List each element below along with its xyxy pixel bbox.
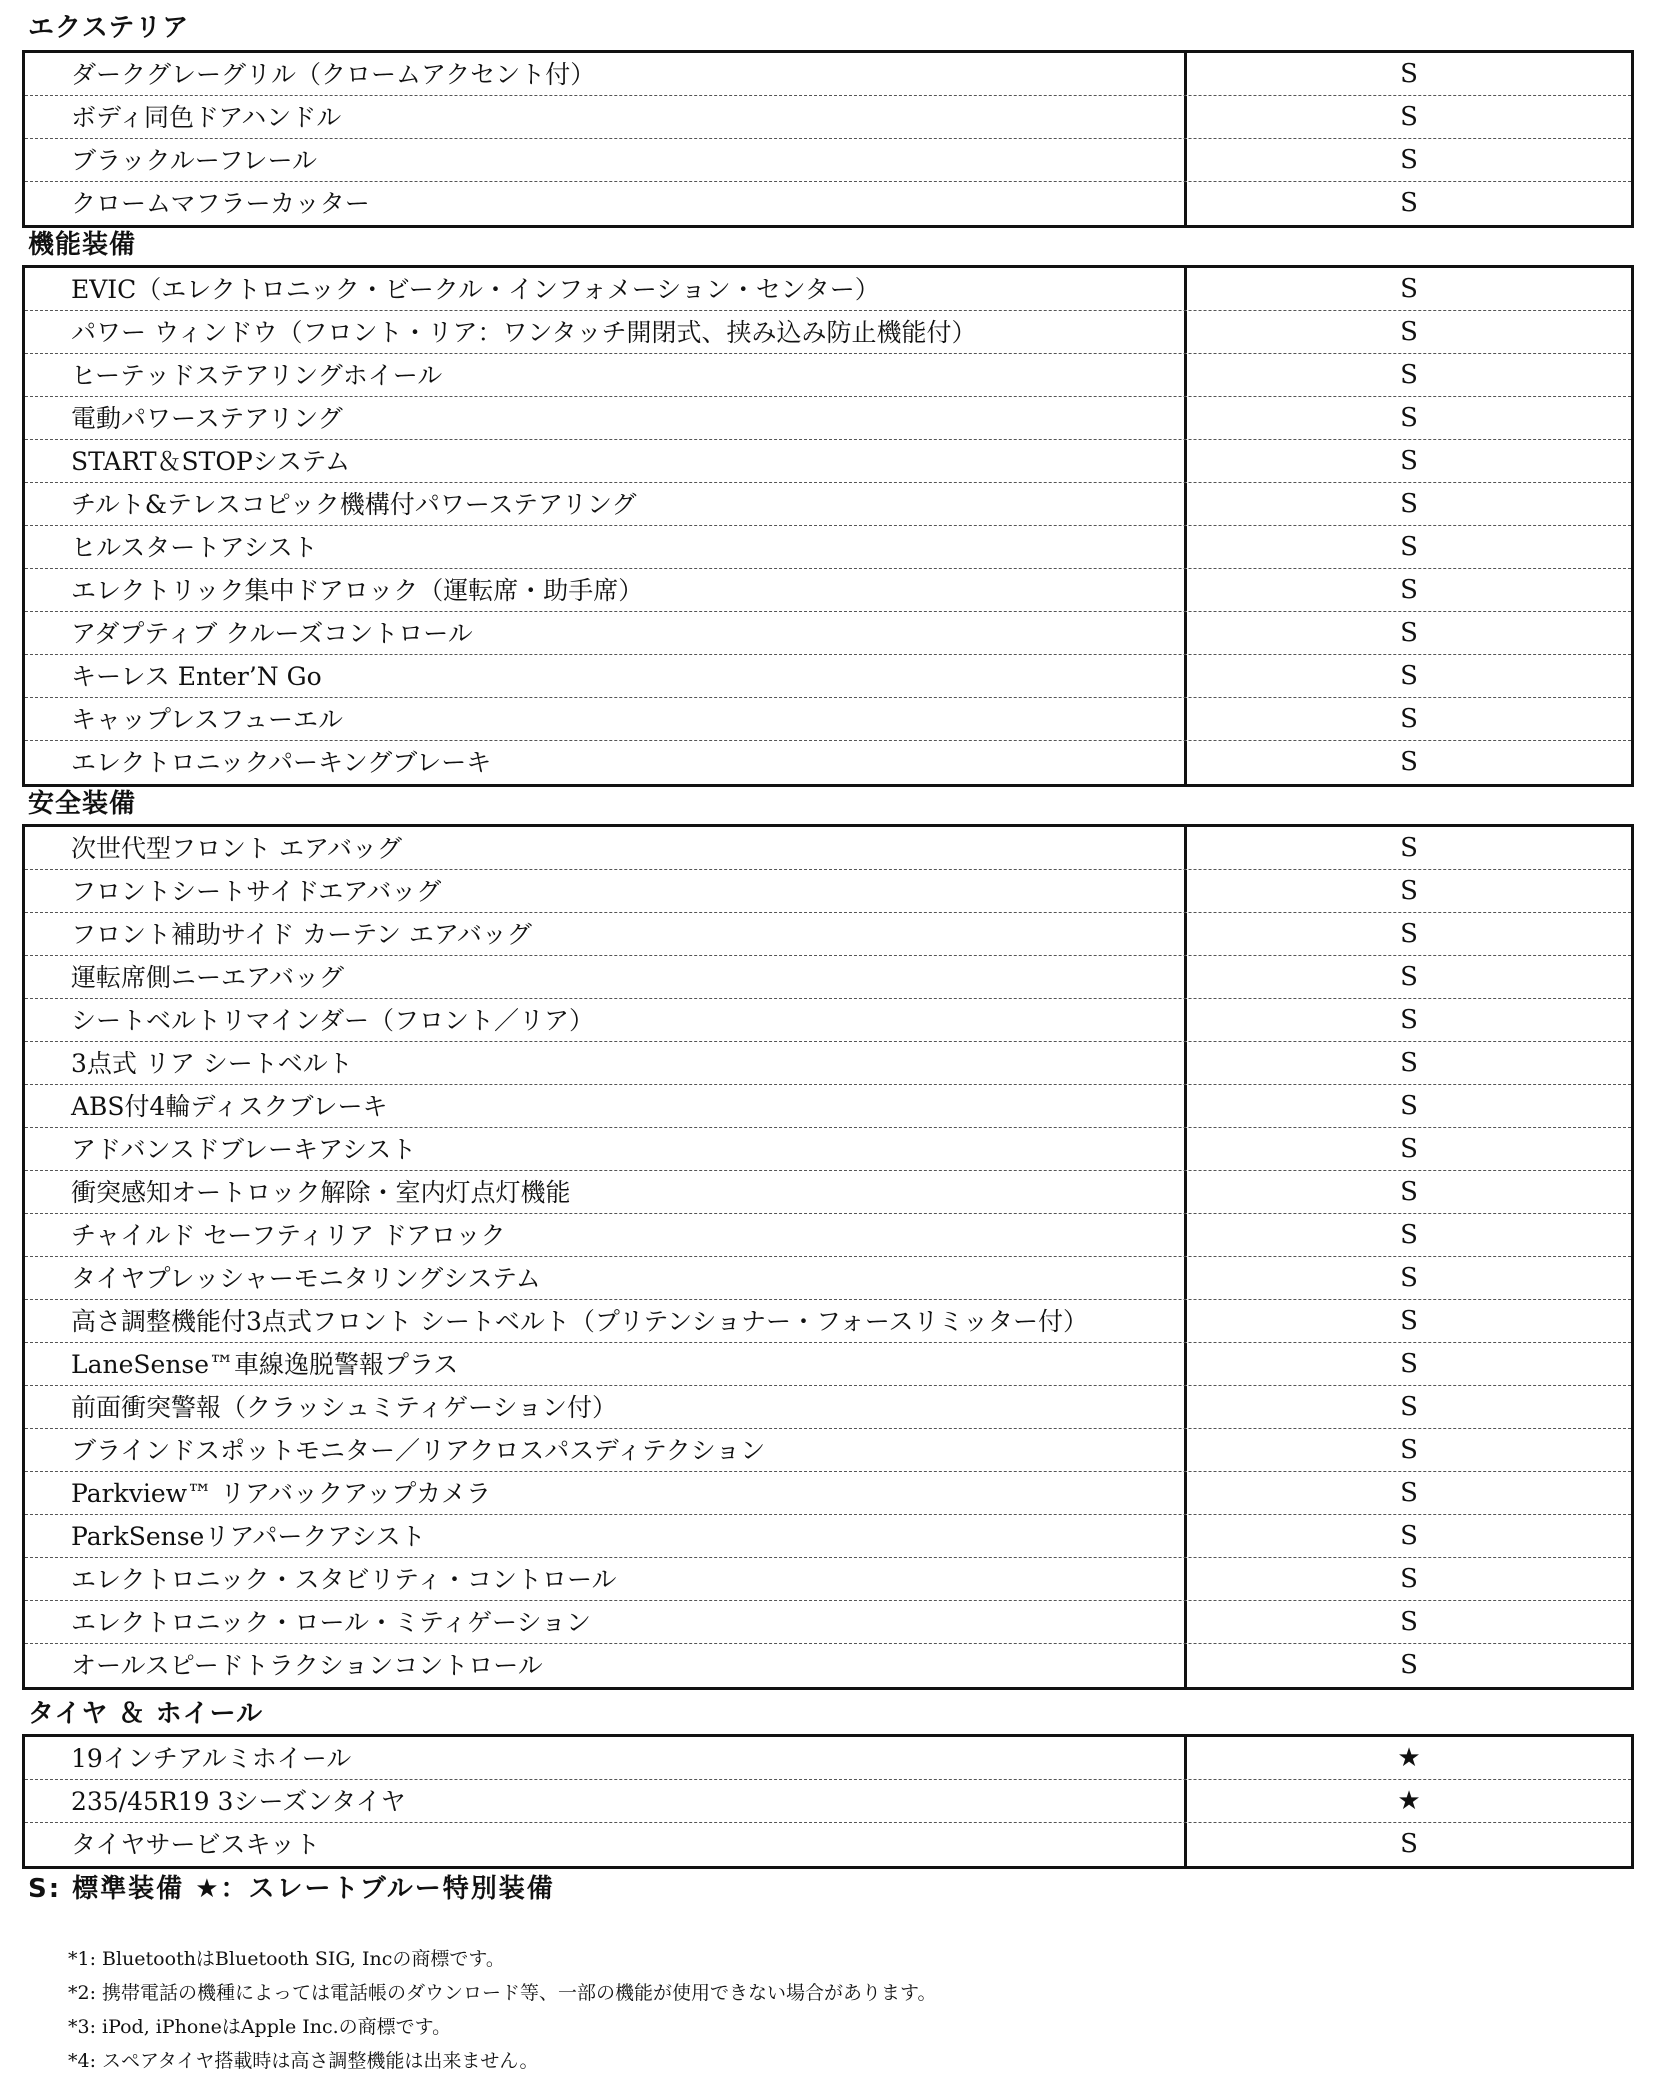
table-row bbox=[25, 956, 1631, 999]
feature-name: ダークグレーグリル（クロームアクセント付） bbox=[25, 53, 1187, 95]
table-row bbox=[25, 1300, 1631, 1343]
feature-name: 19インチアルミホイール bbox=[25, 1737, 1187, 1779]
feature-availability: S bbox=[1400, 747, 1418, 777]
feature-availability: S bbox=[1400, 919, 1418, 949]
legend: S: 標準装備 ★：スレートブルー特別装備 bbox=[28, 1874, 555, 1904]
table-row bbox=[25, 1128, 1631, 1171]
feature-name: エレクトロニック・スタビリティ・コントロール bbox=[25, 1558, 1187, 1600]
feature-availability: S bbox=[1400, 1521, 1418, 1551]
feature-availability: S bbox=[1400, 1263, 1418, 1293]
table-row bbox=[25, 526, 1631, 569]
feature-name: 衝突感知オートロック解除・室内灯点灯機能 bbox=[25, 1171, 1187, 1213]
feature-name: チャイルド セーフティリア ドアロック bbox=[25, 1214, 1187, 1256]
table-row bbox=[25, 268, 1631, 311]
feature-name: フロントシートサイドエアバッグ bbox=[25, 870, 1187, 912]
feature-availability: S bbox=[1400, 1220, 1418, 1250]
table-row bbox=[25, 354, 1631, 397]
footnote: *3: iPod, iPhoneはApple Inc.の商標です。 bbox=[68, 2016, 452, 2038]
table-row bbox=[25, 1515, 1631, 1558]
feature-name: ParkSenseリアパークアシスト bbox=[25, 1515, 1187, 1557]
table-row bbox=[25, 655, 1631, 698]
table-row bbox=[25, 1085, 1631, 1128]
table-row bbox=[25, 827, 1631, 870]
feature-availability: S bbox=[1400, 1829, 1418, 1859]
table-row bbox=[25, 440, 1631, 483]
table-row bbox=[25, 913, 1631, 956]
table-row bbox=[25, 698, 1631, 741]
table-row bbox=[25, 1823, 1631, 1866]
feature-name: 電動パワーステアリング bbox=[25, 397, 1187, 439]
table-row bbox=[25, 1171, 1631, 1214]
feature-name: シートベルトリマインダー（フロント／リア） bbox=[25, 999, 1187, 1041]
table-row bbox=[25, 1214, 1631, 1257]
feature-name: ヒーテッドステアリングホイール bbox=[25, 354, 1187, 396]
feature-name: 235/45R19 3シーズンタイヤ bbox=[25, 1780, 1187, 1822]
table-row bbox=[25, 1558, 1631, 1601]
feature-availability: S bbox=[1400, 1091, 1418, 1121]
feature-name: アダプティブ クルーズコントロール bbox=[25, 612, 1187, 654]
feature-availability: S bbox=[1400, 704, 1418, 734]
feature-name: START＆STOPシステム bbox=[25, 440, 1187, 482]
table-row bbox=[25, 311, 1631, 354]
feature-name: アドバンスドブレーキアシスト bbox=[25, 1128, 1187, 1170]
table-row bbox=[25, 1257, 1631, 1300]
feature-name: ヒルスタートアシスト bbox=[25, 526, 1187, 568]
table-row bbox=[25, 483, 1631, 526]
feature-name: 3点式 リア シートベルト bbox=[25, 1042, 1187, 1084]
feature-availability: S bbox=[1400, 1564, 1418, 1594]
feature-name: ブラインドスポットモニター／リアクロスパスディテクション bbox=[25, 1429, 1187, 1471]
feature-name: エレクトリック集中ドアロック（運転席・助手席） bbox=[25, 569, 1187, 611]
feature-name: タイヤプレッシャーモニタリングシステム bbox=[25, 1257, 1187, 1299]
feature-name: 高さ調整機能付3点式フロント シートベルト（プリテンショナー・フォースリミッター付） bbox=[25, 1300, 1187, 1342]
table-row bbox=[25, 1343, 1631, 1386]
feature-availability: S bbox=[1400, 403, 1418, 433]
table-row bbox=[25, 397, 1631, 440]
feature-name: LaneSense™車線逸脱警報プラス bbox=[25, 1343, 1187, 1385]
table-row bbox=[25, 741, 1631, 784]
feature-availability: S bbox=[1400, 59, 1418, 89]
feature-availability: S bbox=[1400, 876, 1418, 906]
feature-name: フロント補助サイド カーテン エアバッグ bbox=[25, 913, 1187, 955]
spec-table-exterior bbox=[22, 50, 1634, 228]
feature-availability: S bbox=[1400, 145, 1418, 175]
feature-name: タイヤサービスキット bbox=[25, 1823, 1187, 1866]
feature-availability: S bbox=[1400, 833, 1418, 863]
footnote: *4: スペアタイヤ搭載時は高さ調整機能は出来ません。 bbox=[68, 2050, 539, 2072]
feature-availability: S bbox=[1400, 274, 1418, 304]
feature-name: エレクトロニックパーキングブレーキ bbox=[25, 741, 1187, 784]
feature-availability: S bbox=[1400, 1177, 1418, 1207]
feature-availability: S bbox=[1400, 446, 1418, 476]
feature-availability: S bbox=[1400, 1607, 1418, 1637]
feature-name: 前面衝突警報（クラッシュミティゲーション付） bbox=[25, 1386, 1187, 1428]
feature-availability: S bbox=[1400, 1134, 1418, 1164]
feature-availability: S bbox=[1400, 1650, 1418, 1680]
feature-availability: S bbox=[1400, 962, 1418, 992]
feature-availability: S bbox=[1400, 618, 1418, 648]
footnotes bbox=[68, 1942, 937, 2078]
feature-availability: S bbox=[1400, 1349, 1418, 1379]
feature-name: 次世代型フロント エアバッグ bbox=[25, 827, 1187, 869]
section-title-function: 機能装備 bbox=[28, 230, 137, 260]
footnote: *1: BluetoothはBluetooth SIG, Incの商標です。 bbox=[68, 1948, 505, 1970]
feature-name: ABS付4輪ディスクブレーキ bbox=[25, 1085, 1187, 1127]
footnote: *2: 携帯電話の機種によっては電話帳のダウンロード等、一部の機能が使用できない場合があります。 bbox=[68, 1982, 937, 2004]
feature-availability: S bbox=[1400, 360, 1418, 390]
feature-availability: S bbox=[1400, 1005, 1418, 1035]
table-row bbox=[25, 1644, 1631, 1687]
feature-availability: S bbox=[1400, 661, 1418, 691]
table-row bbox=[25, 1386, 1631, 1429]
feature-availability: S bbox=[1400, 1306, 1418, 1336]
table-row bbox=[25, 96, 1631, 139]
feature-name: キャップレスフューエル bbox=[25, 698, 1187, 740]
spec-table-safety bbox=[22, 824, 1634, 1690]
table-row bbox=[25, 870, 1631, 913]
table-row bbox=[25, 1601, 1631, 1644]
spec-table-tire-wheel bbox=[22, 1734, 1634, 1869]
feature-name: パワー ウィンドウ（フロント・リア：ワンタッチ開閉式、挟み込み防止機能付） bbox=[25, 311, 1187, 353]
feature-availability: S bbox=[1400, 1392, 1418, 1422]
feature-name: エレクトロニック・ロール・ミティゲーション bbox=[25, 1601, 1187, 1643]
table-row bbox=[25, 1780, 1631, 1823]
feature-availability: S bbox=[1400, 532, 1418, 562]
feature-name: ボディ同色ドアハンドル bbox=[25, 96, 1187, 138]
feature-name: ブラックルーフレール bbox=[25, 139, 1187, 181]
table-row bbox=[25, 612, 1631, 655]
table-row bbox=[25, 139, 1631, 182]
table-row bbox=[25, 999, 1631, 1042]
table-row bbox=[25, 1429, 1631, 1472]
feature-availability: S bbox=[1400, 1435, 1418, 1465]
section-title-tire-wheel: タイヤ ＆ ホイール bbox=[28, 1699, 264, 1729]
feature-name: EVIC（エレクトロニック・ビークル・インフォメーション・センター） bbox=[25, 268, 1187, 310]
table-row bbox=[25, 53, 1631, 96]
table-row bbox=[25, 569, 1631, 612]
feature-name: オールスピードトラクションコントロール bbox=[25, 1644, 1187, 1687]
table-row bbox=[25, 182, 1631, 225]
feature-availability: S bbox=[1400, 102, 1418, 132]
section-title-safety: 安全装備 bbox=[28, 789, 137, 819]
feature-availability: S bbox=[1400, 188, 1418, 218]
spec-table-function bbox=[22, 265, 1634, 787]
feature-availability: S bbox=[1400, 1048, 1418, 1078]
feature-name: 運転席側ニーエアバッグ bbox=[25, 956, 1187, 998]
table-row bbox=[25, 1472, 1631, 1515]
table-row bbox=[25, 1042, 1631, 1085]
feature-name: Parkview™ リアバックアップカメラ bbox=[25, 1472, 1187, 1514]
feature-availability: S bbox=[1400, 575, 1418, 605]
feature-name: クロームマフラーカッター bbox=[25, 182, 1187, 225]
feature-availability: ★ bbox=[1397, 1786, 1421, 1816]
feature-availability: S bbox=[1400, 489, 1418, 519]
section-title-exterior: エクステリア bbox=[28, 13, 190, 43]
feature-availability: S bbox=[1400, 1478, 1418, 1508]
table-row bbox=[25, 1737, 1631, 1780]
feature-availability: S bbox=[1400, 317, 1418, 347]
feature-name: チルト&テレスコピック機構付パワーステアリング bbox=[25, 483, 1187, 525]
feature-name: キーレス Enter’N Go bbox=[25, 655, 1187, 697]
feature-availability: ★ bbox=[1397, 1743, 1421, 1773]
